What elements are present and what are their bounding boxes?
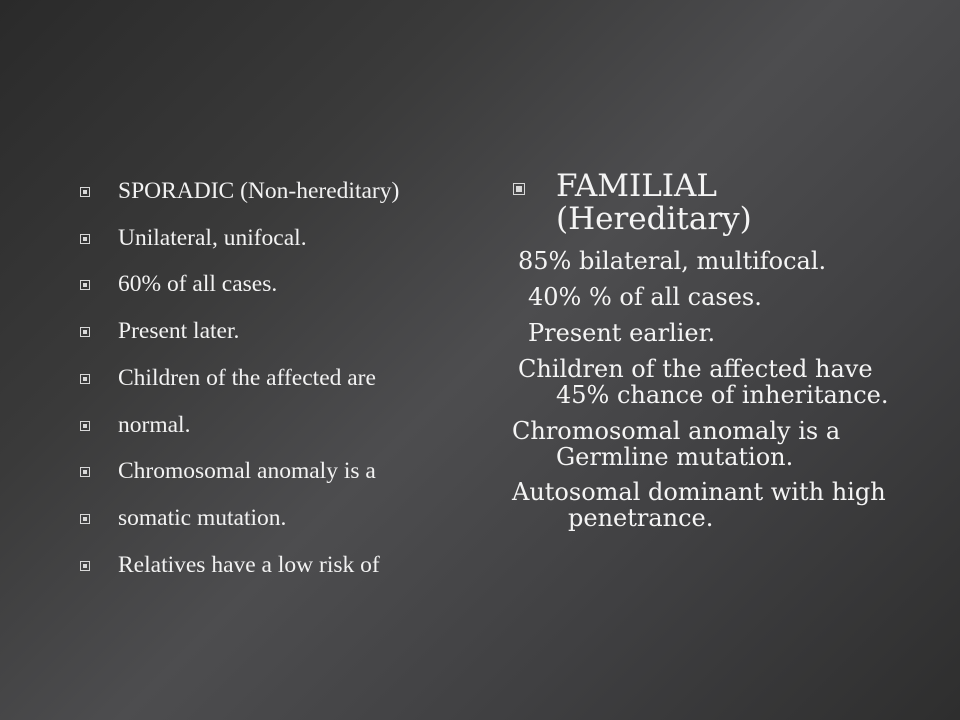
item-text: normal. <box>118 411 191 438</box>
square-bullet-icon <box>80 280 90 290</box>
item-text: Unilateral, unifocal. <box>118 224 307 251</box>
item-text: Relatives have a low risk of <box>118 551 380 578</box>
square-bullet-icon <box>80 187 90 197</box>
familial-line: 85% bilateral, multifocal. <box>518 247 827 276</box>
item-text: SPORADIC (Non-hereditary) <box>118 178 400 204</box>
item-text: somatic mutation. <box>118 505 287 532</box>
square-bullet-icon <box>513 183 525 195</box>
list-item <box>80 363 460 395</box>
square-bullet-icon <box>80 234 90 244</box>
familial-line: 40% % of all cases. <box>528 283 762 311</box>
square-bullet-icon <box>80 327 90 337</box>
item-text: Chromosomal anomaly is a <box>118 458 376 485</box>
heading-text: FAMILIAL (Hereditary) <box>556 168 752 237</box>
list-item <box>80 176 460 208</box>
list-item <box>80 410 460 442</box>
familial-line: Children of the affected have 45% chance of inheritance. <box>518 354 889 409</box>
list-item <box>80 550 460 582</box>
list-item <box>80 269 460 301</box>
item-text: Present later. <box>118 318 240 345</box>
list-item <box>80 223 460 255</box>
list-item <box>80 316 460 348</box>
item-text: 60% of all cases. <box>118 271 278 298</box>
square-bullet-icon <box>80 514 90 524</box>
familial-line: Chromosomal anomaly is a Germline mutation. <box>512 416 841 471</box>
item-text: Children of the affected are <box>118 364 376 391</box>
sporadic-column <box>80 176 460 596</box>
square-bullet-icon <box>80 467 90 477</box>
list-item <box>80 456 460 488</box>
square-bullet-icon <box>80 374 90 384</box>
familial-line: Autosomal dominant with high penetrance. <box>512 478 886 533</box>
square-bullet-icon <box>80 561 90 571</box>
familial-heading <box>500 170 920 235</box>
square-bullet-icon <box>80 421 90 431</box>
familial-column <box>500 170 920 542</box>
list-item <box>80 503 460 535</box>
familial-line: Present earlier. <box>528 318 716 347</box>
